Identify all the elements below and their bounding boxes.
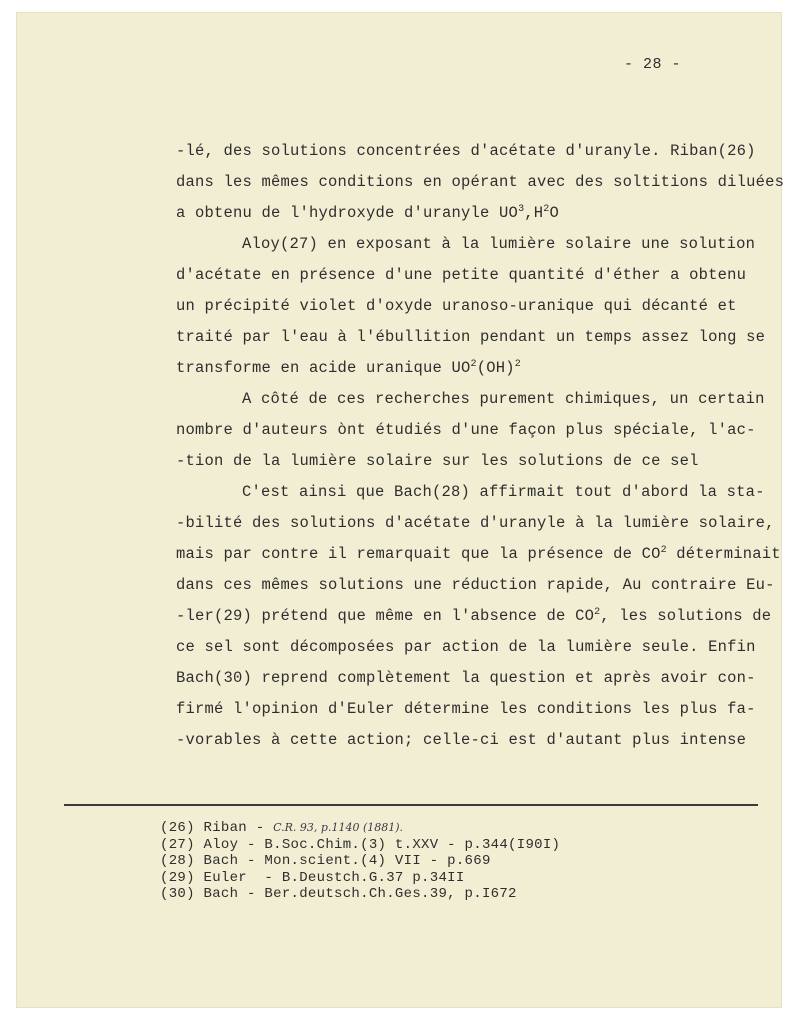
text-line: -vorables à cette action; celle-ci est d'autant plus intense — [176, 731, 747, 749]
text-line: un précipité violet d'oxyde uranoso-uranique qui décanté et — [176, 297, 737, 315]
text-line — [176, 539, 781, 570]
footnote-29: (29) Euler - B.Deustch.G.37 p.34II — [160, 869, 465, 886]
text-line: d'acétate en présence d'une petite quantité d'éther a obtenu — [176, 266, 747, 284]
footnote-text: (26) Riban - — [160, 820, 274, 836]
footnotes — [160, 820, 720, 903]
text-line — [176, 601, 776, 632]
text-run: déterminait — [666, 545, 781, 563]
text-line: -bilité des solutions d'acétate d'uranyle à la lumière solaire, — [176, 514, 775, 532]
superscript: 2 — [470, 359, 477, 370]
paragraph-start-line: Aloy(27) en exposant à la lumière solaire une solution — [242, 235, 756, 253]
superscript: 2 — [594, 607, 601, 618]
footnote-30: (30) Bach - Ber.deutsch.Ch.Ges.39, p.I672 — [160, 886, 517, 902]
text-line: traité par l'eau à l'ébullition pendant un temps assez long se — [176, 328, 766, 346]
superscript: 2 — [543, 204, 550, 215]
text-run: a obtenu de l'hydroxyde d'uranyle UO — [176, 204, 519, 222]
footnote-28: (28) Bach - Mon.scient.(4) VII - p.669 — [160, 853, 491, 869]
superscript: 3 — [518, 204, 525, 215]
text-line: -lé, des solutions concentrées d'acétate d'uranyle. Riban(26) — [176, 142, 756, 160]
footnote-separator — [64, 804, 758, 806]
paragraph-start-line: A côté de ces recherches purement chimiques, un certain — [242, 390, 765, 408]
text-run: mais par contre il remarquait que la présence de CO — [176, 545, 661, 563]
text-line: Bach(30) reprend complètement la question et après avoir con- — [176, 669, 756, 687]
superscript: 2 — [660, 545, 667, 556]
handwritten-annotation: C.R. 93, p.1140 (1881). — [273, 821, 404, 834]
text-line — [176, 198, 776, 229]
text-line — [176, 353, 776, 384]
text-run: O — [549, 204, 559, 222]
footnote-27: (27) Aloy - B.Soc.Chim.(3) t.XXV - p.344(I90I) — [160, 836, 561, 853]
footnote-26 — [160, 820, 720, 837]
text-run: -ler(29) prétend que même en l'absence de CO — [176, 607, 595, 625]
text-line: nombre d'auteurs ònt étudiés d'une façon plus spéciale, l'ac- — [176, 421, 756, 439]
page-number: - 28 - — [624, 56, 682, 73]
text-line: dans les mêmes conditions en opérant avec des soltitions diluées — [176, 173, 785, 191]
text-run: ,H — [524, 204, 544, 222]
body-text — [176, 136, 785, 756]
text-line: dans ces mêmes solutions une réduction rapide, Au contraire Eu- — [176, 576, 775, 594]
text-run: , les solutions de — [600, 607, 772, 625]
text-line: -tion de la lumière solaire sur les solutions de ce sel — [176, 452, 699, 470]
text-line: ce sel sont décomposées par action de la lumière seule. Enfin — [176, 638, 756, 656]
text-line: firmé l'opinion d'Euler détermine les conditions les plus fa- — [176, 700, 756, 718]
text-run: transforme en acide uranique UO — [176, 359, 471, 377]
paragraph-start-line: C'est ainsi que Bach(28) affirmait tout d'abord la sta- — [242, 483, 765, 501]
superscript: 2 — [514, 359, 521, 370]
text-run: (OH) — [476, 359, 515, 377]
